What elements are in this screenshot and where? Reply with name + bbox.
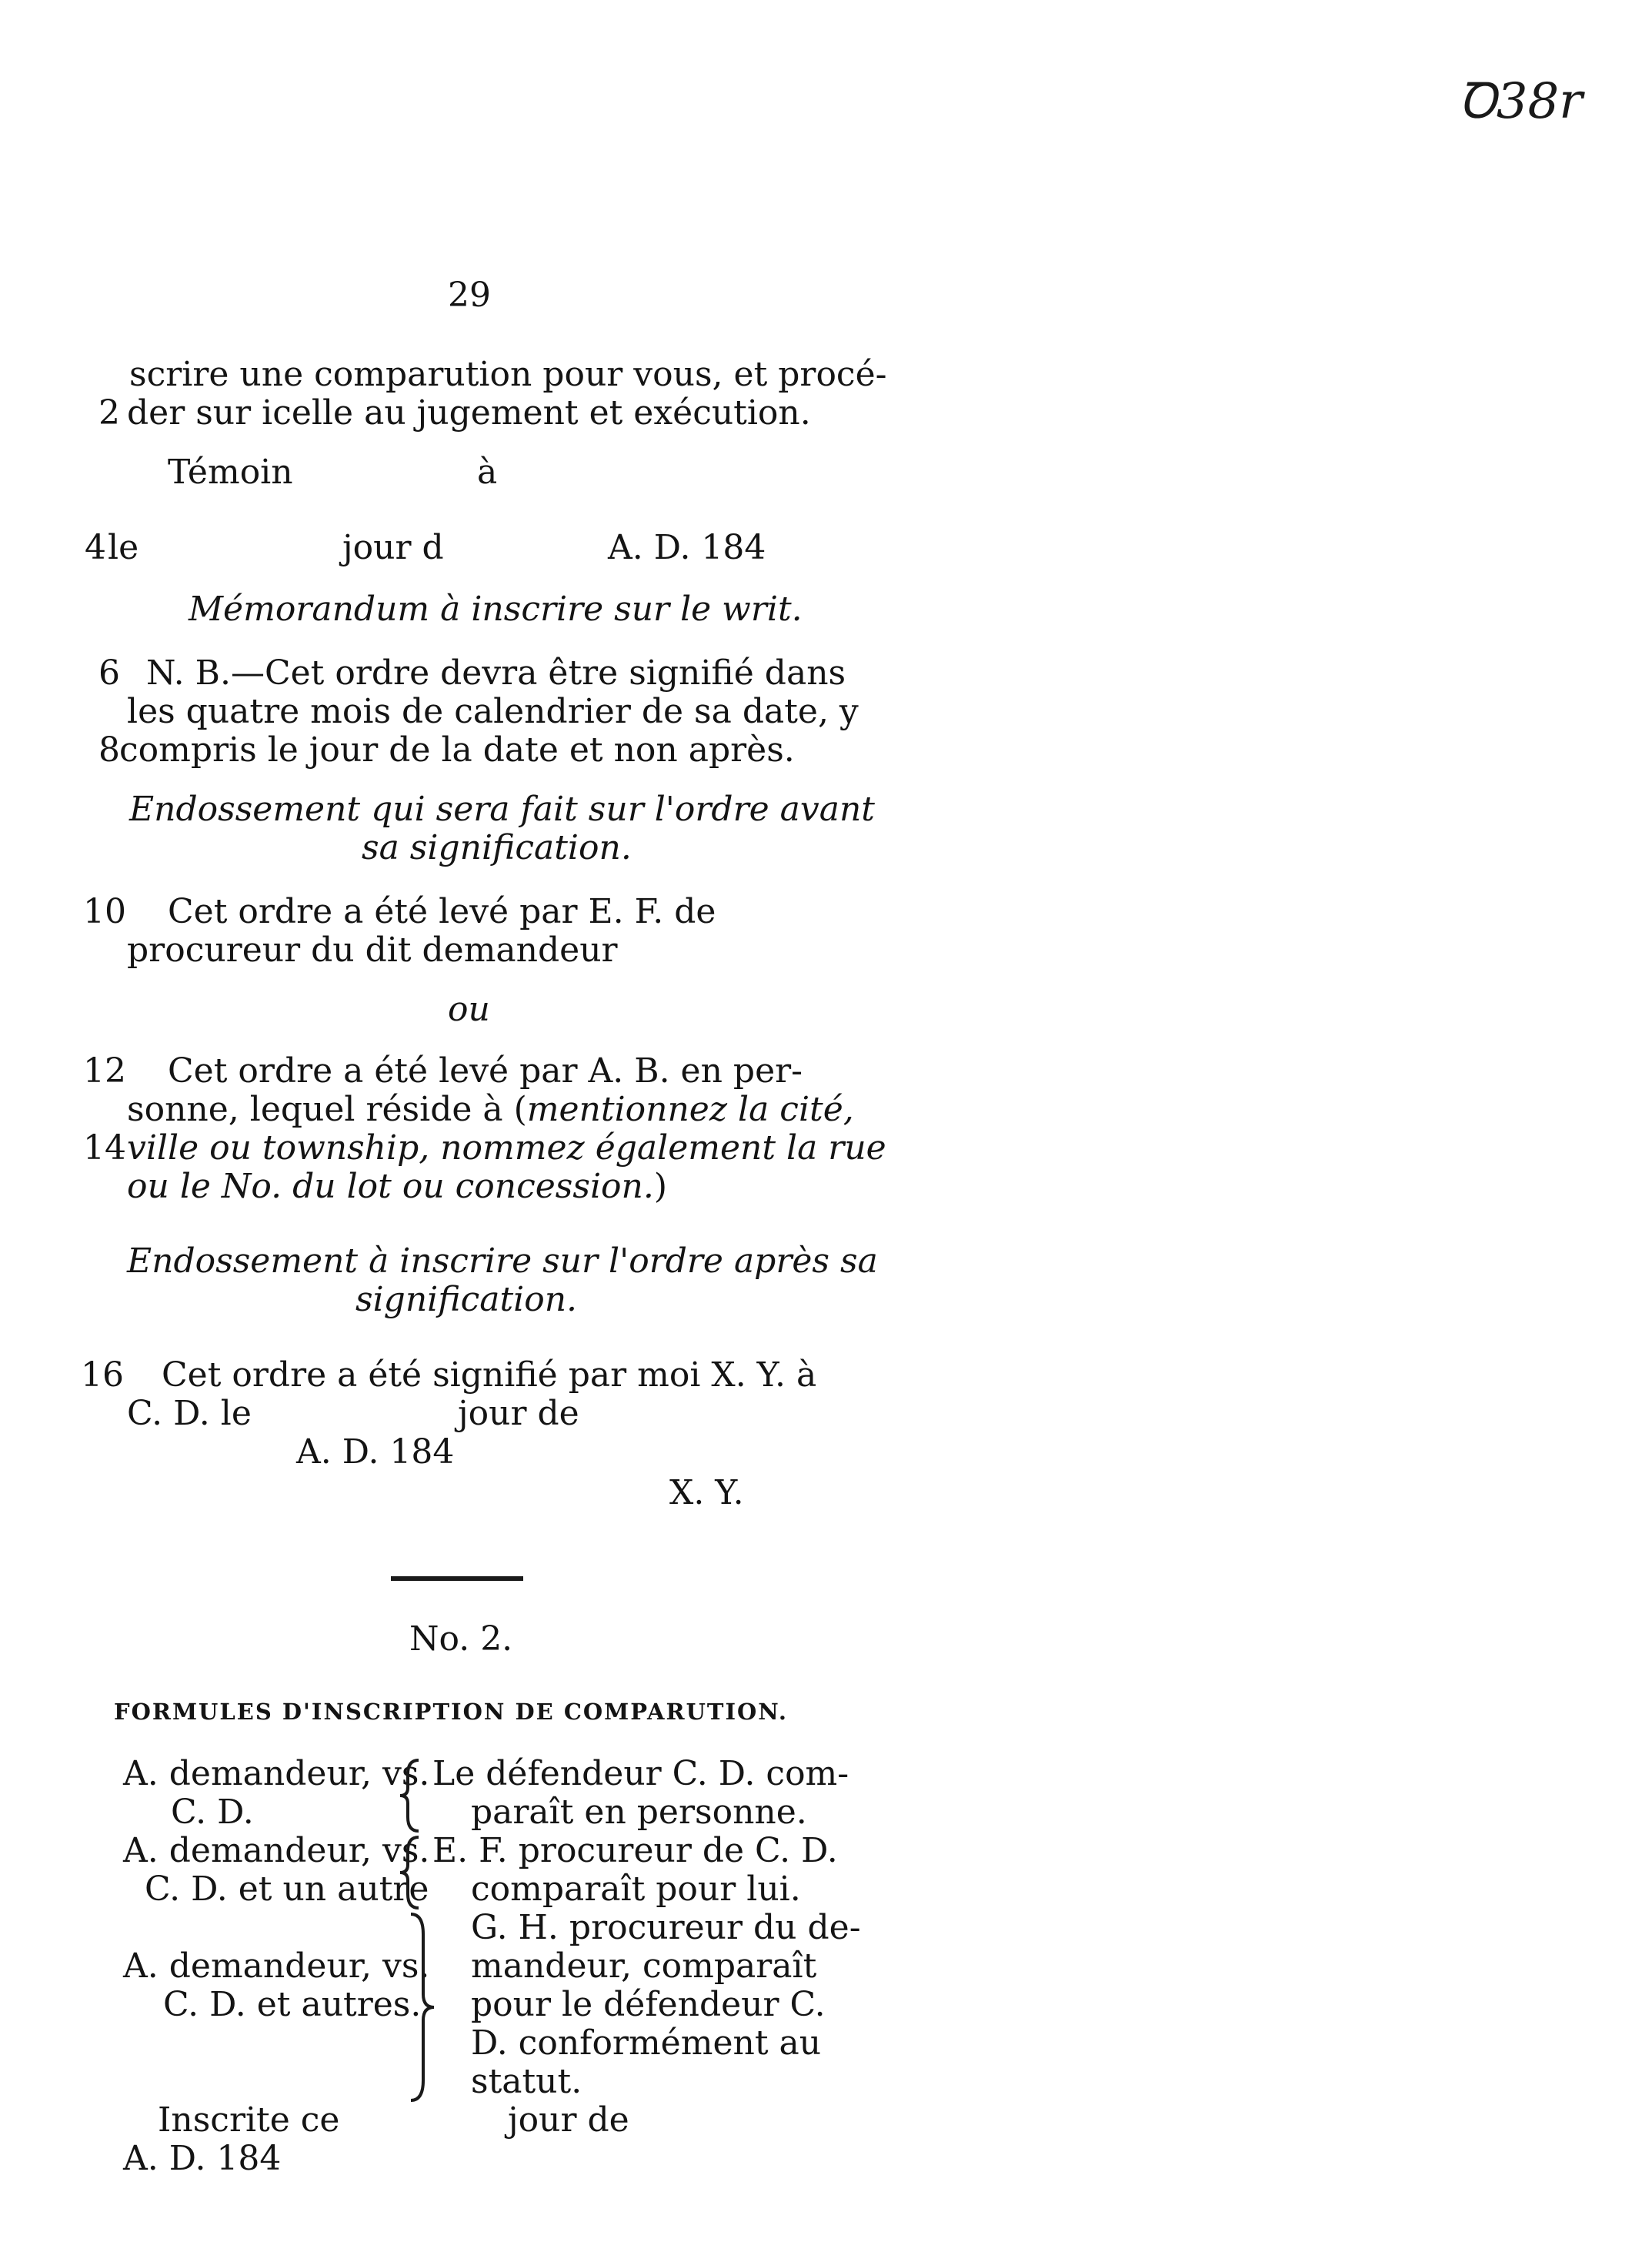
line-number: 12	[83, 1051, 126, 1091]
endorsement-heading: Endossement qui sera fait sur l'ordre avant	[129, 790, 875, 829]
line-number: 16	[81, 1355, 124, 1395]
table-right-cell: mandeur, comparaît	[471, 1946, 817, 1986]
body-line: jour de	[458, 1394, 579, 1433]
body-line: Cet ordre a été signifié par moi X. Y. à	[162, 1355, 817, 1395]
table-right-cell: Le défendeur C. D. com-	[432, 1754, 849, 1793]
inscrite-ad: A. D. 184	[123, 2139, 282, 2178]
line-number: 8	[98, 730, 120, 770]
table-right-cell: G. H. procureur du de-	[471, 1908, 861, 1947]
inscrite-jour: jour de	[508, 2100, 629, 2140]
formules-heading: FORMULES D'INSCRIPTION DE COMPARUTION.	[114, 1699, 789, 1725]
table-right-cell: statut.	[471, 2062, 582, 2101]
body-line: scrire une comparution pour vous, et procé-	[129, 355, 887, 394]
table-right-cell: pour le défendeur C.	[471, 1985, 826, 2024]
temoin-label: Témoin	[168, 453, 293, 492]
endorsement-heading: signification.	[355, 1280, 578, 1319]
table-left-cell: A. demandeur, vs.	[123, 1754, 430, 1793]
inscrite-label: Inscrite ce	[158, 2100, 340, 2140]
date-jour: jour d	[342, 528, 444, 567]
endorsement-heading: Endossement à inscrire sur l'ordre après sa	[127, 1241, 878, 1281]
line-number: 14	[83, 1128, 126, 1168]
body-text-italic: ou le No. du lot ou concession.	[127, 1167, 654, 1206]
body-line: Cet ordre a été levé par A. B. en per-	[168, 1051, 803, 1091]
body-line: C. D. le	[127, 1394, 252, 1433]
temoin-a: à	[477, 453, 498, 492]
page-number: 29	[448, 276, 491, 315]
body-line: A. D. 184	[296, 1432, 455, 1472]
table-left-cell: C. D. et un autre	[145, 1869, 429, 1909]
body-line	[127, 1090, 854, 1129]
table-left-cell: C. D. et autres.	[163, 1985, 422, 2024]
table-right-cell: comparaît pour lui.	[471, 1869, 801, 1909]
line-number: 4	[85, 528, 106, 567]
body-line: les quatre mois de calendrier de sa date, y	[127, 692, 859, 731]
brace-row2	[397, 1834, 428, 1911]
body-line: Cet ordre a été levé par E. F. de	[168, 892, 716, 931]
table-right-cell: D. conformément au	[471, 2023, 822, 2063]
body-line: procureur du dit demandeur	[127, 931, 618, 970]
table-right-cell: paraît en personne.	[471, 1793, 807, 1832]
handwritten-annotation: Ꝺ38r	[1458, 73, 1583, 130]
body-line: N. B.—Cet ordre devra être signifié dans	[146, 653, 846, 693]
line-number: 6	[98, 653, 120, 693]
body-line: der sur icelle au jugement et exécution.	[127, 393, 811, 433]
section-divider	[391, 1576, 523, 1581]
ou-label: ou	[448, 990, 490, 1029]
table-left-cell: A. demandeur, vs.	[123, 1946, 430, 1986]
date-ad: A. D. 184	[608, 528, 766, 567]
line-number: 2	[98, 393, 120, 433]
memorandum-heading: Mémorandum à inscrire sur le writ.	[189, 590, 803, 629]
section-number: No. 2.	[409, 1619, 513, 1659]
body-text-italic: mentionnez la cité,	[526, 1090, 854, 1129]
body-line: compris le jour de la date et non après.	[119, 730, 795, 770]
table-right-cell: E. F. procureur de C. D.	[432, 1831, 838, 1870]
endorsement-heading: sa signification.	[362, 828, 632, 867]
body-text: sonne, lequel réside à (	[127, 1090, 527, 1129]
body-line: ville ou township, nommez également la rue	[127, 1128, 886, 1168]
signature: X. Y.	[669, 1473, 744, 1512]
table-left-cell: C. D.	[171, 1793, 254, 1832]
date-le: le	[108, 528, 139, 567]
brace-row1	[397, 1757, 428, 1834]
body-line	[127, 1167, 668, 1206]
body-text: )	[653, 1167, 668, 1206]
table-left-cell: A. demandeur, vs.	[123, 1831, 430, 1870]
line-number: 10	[83, 892, 126, 931]
brace-row3	[400, 1911, 439, 2103]
